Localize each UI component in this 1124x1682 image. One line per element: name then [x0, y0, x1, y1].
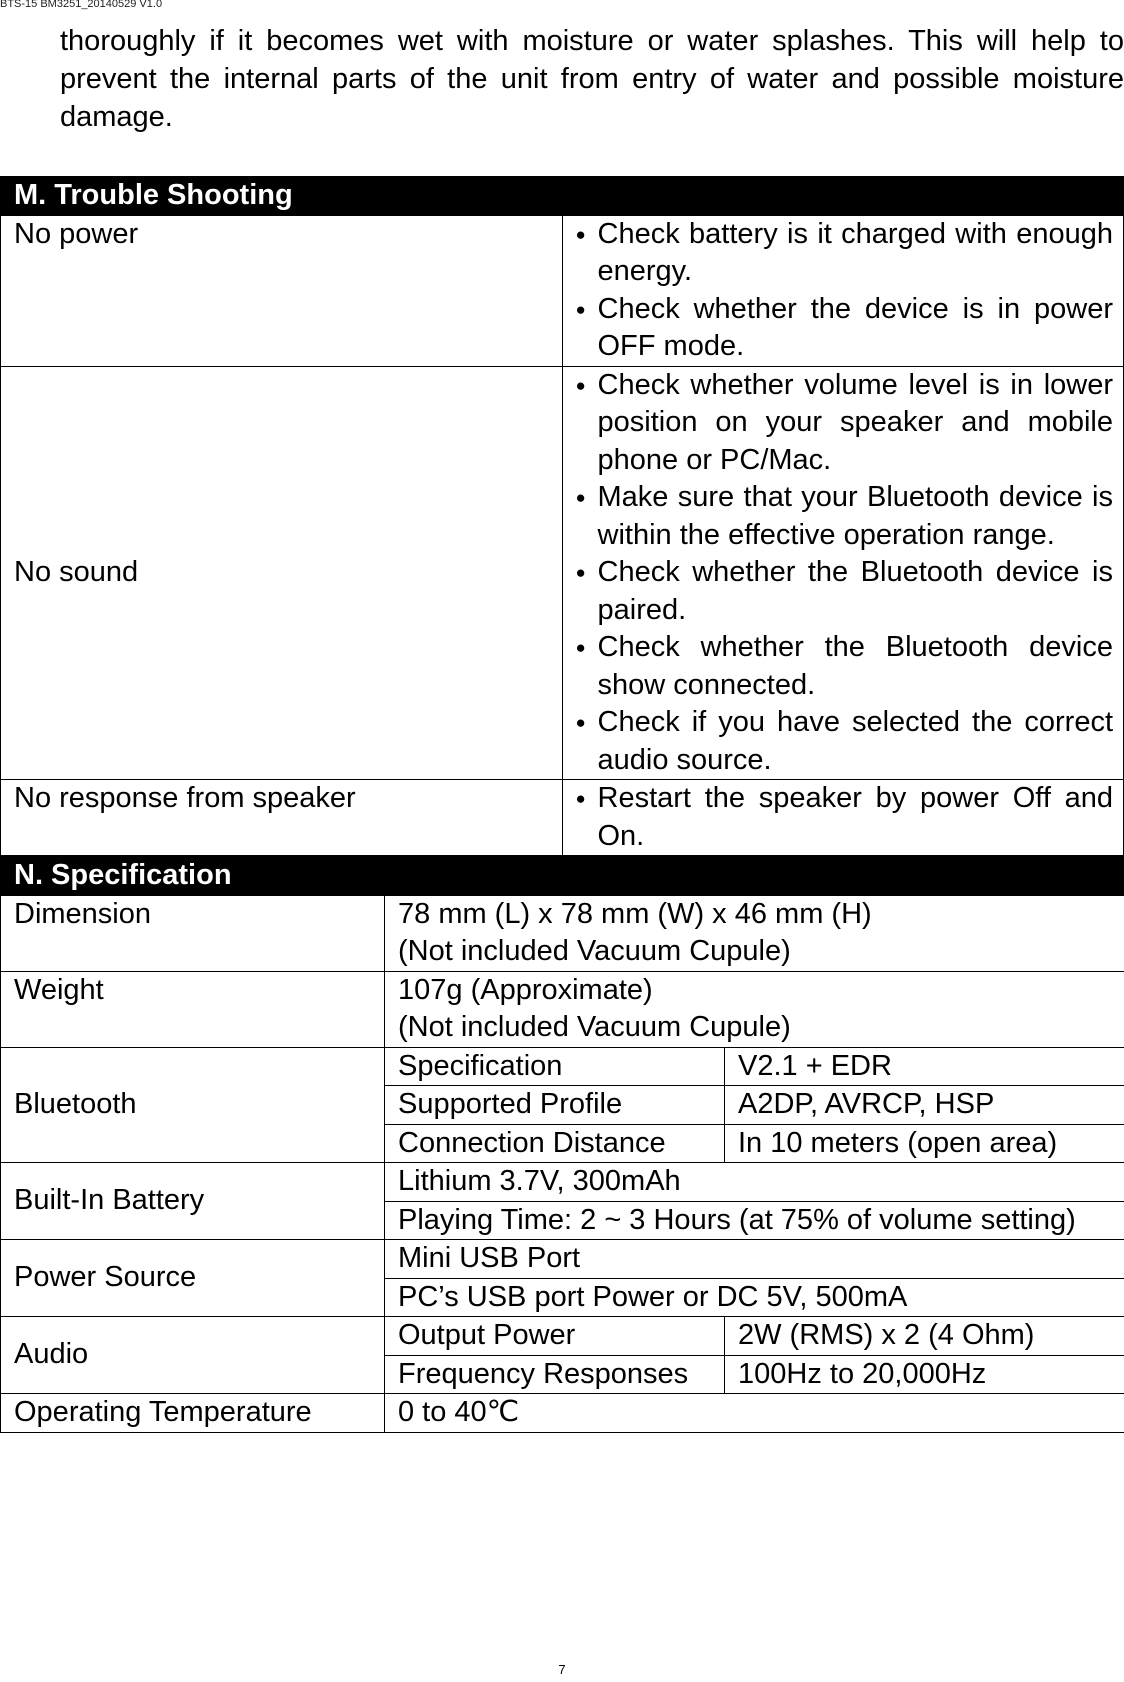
spec-value: [385, 971, 1124, 1047]
spec-value-line: 107g (Approximate): [398, 973, 653, 1006]
solution-bullet: ● Check whether the Bluetooth device show connected.: [576, 629, 1114, 704]
trouble-shooting-title: M. Trouble Shooting: [1, 177, 1124, 216]
spec-sub-label: Frequency Responses: [385, 1355, 725, 1394]
spec-sub-value: A2DP, AVRCP, HSP: [725, 1086, 1124, 1125]
table-row: [1, 971, 1124, 1047]
spec-value: PC’s USB port Power or DC 5V, 500mA: [385, 1278, 1124, 1317]
specification-title: N. Specification: [1, 857, 1124, 896]
trouble-shooting-table: [0, 176, 1124, 856]
spec-label: Weight: [1, 971, 385, 1047]
table-row: [1, 1394, 1124, 1433]
spec-sub-label: Specification: [385, 1047, 725, 1086]
spec-value: 0 to 40℃: [385, 1394, 1124, 1433]
spec-label: Dimension: [1, 895, 385, 971]
table-row: [1, 215, 1124, 366]
table-row: [1, 1240, 1124, 1279]
spec-value-line: (Not included Vacuum Cupule): [398, 935, 791, 967]
spec-label: Built-In Battery: [1, 1163, 385, 1240]
spec-sub-label: Supported Profile: [385, 1086, 725, 1125]
table-row: [1, 1317, 1124, 1356]
spec-sub-value: 2W (RMS) x 2 (4 Ohm): [725, 1317, 1124, 1356]
table-row: [1, 1163, 1124, 1202]
table-row: [1, 895, 1124, 971]
solution-bullet: ● Make sure that your Bluetooth device is within the effective operation range.: [576, 479, 1114, 554]
solution-bullet: ● Check if you have selected the correct audio source.: [576, 704, 1114, 779]
document-code: BTS-15 BM3251_20140529 V1.0: [0, 0, 163, 10]
table-row: [1, 780, 1124, 856]
spec-value: [385, 895, 1124, 971]
problem-cell: No response from speaker: [1, 780, 563, 856]
solution-bullet: ● Check whether the Bluetooth device is paired.: [576, 554, 1114, 629]
solution-bullet: ● Check whether volume level is in lower position on your speaker and mobile phone or PC/Mac.: [576, 367, 1114, 480]
spec-value: Lithium 3.7V, 300mAh: [385, 1163, 1124, 1202]
solution-cell: [562, 780, 1124, 856]
spec-value-line: (Not included Vacuum Cupule): [398, 1011, 791, 1043]
problem-cell: No sound: [1, 366, 563, 780]
intro-paragraph: thoroughly if it becomes wet with moisture or water splashes. This will help to prevent the internal parts of the unit from entry of water and possible moisture damage.: [60, 25, 1124, 133]
solution-cell: [562, 215, 1124, 366]
spec-sub-value: 100Hz to 20,000Hz: [725, 1355, 1124, 1394]
spec-sub-label: Output Power: [385, 1317, 725, 1356]
spec-sub-value: In 10 meters (open area): [725, 1124, 1124, 1163]
spec-label: Operating Temperature: [1, 1394, 385, 1433]
solution-bullet: ● Restart the speaker by power Off and On.: [576, 780, 1114, 855]
spec-label: Power Source: [1, 1240, 385, 1317]
solution-cell: [562, 366, 1124, 780]
table-row: [1, 366, 1124, 780]
spec-sub-label: Connection Distance: [385, 1124, 725, 1163]
spec-label: Bluetooth: [1, 1047, 385, 1163]
page-number: 7: [558, 1662, 566, 1677]
specification-table: [0, 856, 1124, 1433]
spec-value: Mini USB Port: [385, 1240, 1124, 1279]
spec-value-line: 78 mm (L) x 78 mm (W) x 46 mm (H): [398, 897, 872, 930]
specification-section: [0, 856, 1124, 1433]
table-row: [1, 1047, 1124, 1086]
spec-sub-value: V2.1 + EDR: [725, 1047, 1124, 1086]
solution-bullet: ● Check whether the device is in power OFF mode.: [576, 291, 1114, 366]
trouble-shooting-section: [0, 176, 1124, 856]
spec-label: Audio: [1, 1317, 385, 1394]
problem-cell: No power: [1, 215, 563, 366]
spec-value: Playing Time: 2 ~ 3 Hours (at 75% of volume setting): [385, 1201, 1124, 1240]
solution-bullet: ● Check battery is it charged with enough energy.: [576, 216, 1114, 291]
